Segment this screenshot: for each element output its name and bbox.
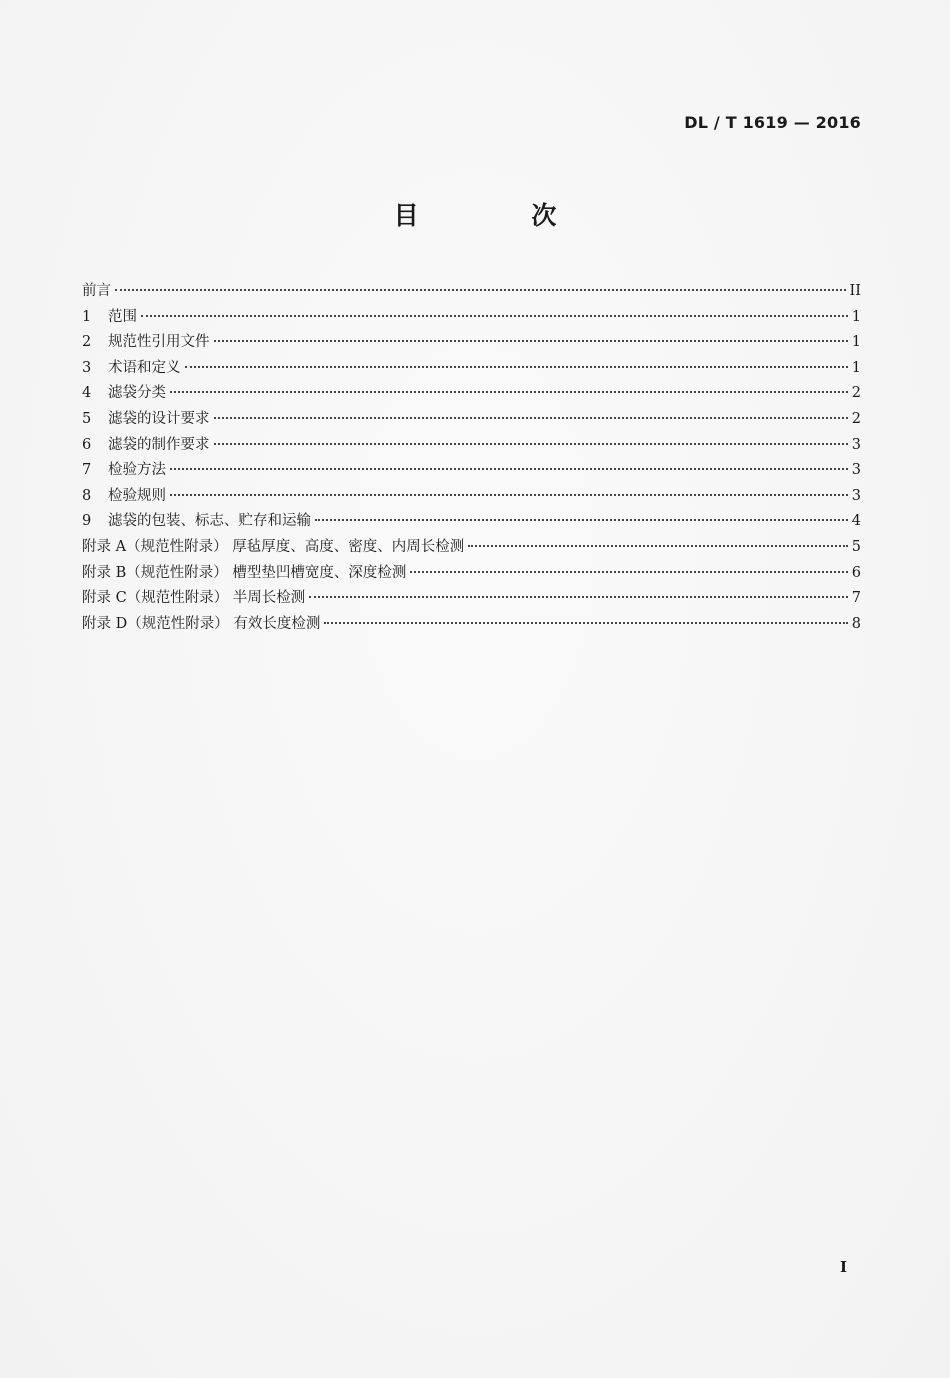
toc-entry-label: 检验规则 xyxy=(108,487,166,504)
toc-entry-page: 6 xyxy=(851,564,861,581)
toc-entry-label: 术语和定义 xyxy=(108,359,181,376)
toc-leader-dots xyxy=(170,468,848,470)
toc-entry-number: 5 xyxy=(82,410,92,427)
toc-entry-6[interactable] xyxy=(82,433,861,459)
toc-leader-dots xyxy=(324,622,847,624)
toc-entry-label: 前言 xyxy=(82,283,111,299)
toc-entry-page: 1 xyxy=(851,334,861,351)
toc-entry-number: 6 xyxy=(82,436,92,453)
toc-entry-page: 5 xyxy=(851,538,861,555)
toc-leader-dots xyxy=(170,391,848,393)
document-code: DL / T 1619 — 2016 xyxy=(684,113,861,132)
toc-entry-label: 附录 C（规范性附录） 半周长检测 xyxy=(82,590,306,607)
toc-entry-3[interactable] xyxy=(82,356,861,382)
toc-entry-preface[interactable] xyxy=(82,279,861,305)
toc-entry-appendix-c[interactable] xyxy=(82,586,861,612)
toc-entry-4[interactable] xyxy=(82,381,861,407)
table-of-contents xyxy=(82,279,861,637)
toc-entry-page: 4 xyxy=(851,513,861,530)
toc-entry-page: 1 xyxy=(851,308,861,325)
toc-leader-dots xyxy=(309,596,847,598)
toc-entry-label: 滤袋的制作要求 xyxy=(108,436,210,453)
toc-entry-number: 9 xyxy=(82,513,92,530)
page-number: I xyxy=(839,1258,847,1276)
toc-entry-label: 附录 A（规范性附录） 厚毡厚度、高度、密度、内周长检测 xyxy=(82,538,465,555)
toc-entry-number: 2 xyxy=(82,334,92,351)
toc-entry-label: 附录 B（规范性附录） 槽型垫凹槽宽度、深度检测 xyxy=(82,564,407,581)
toc-entry-label: 规范性引用文件 xyxy=(108,334,210,351)
toc-leader-dots xyxy=(214,340,848,342)
toc-entry-5[interactable] xyxy=(82,407,861,433)
toc-leader-dots xyxy=(315,519,848,521)
toc-entry-number: 8 xyxy=(82,487,92,504)
toc-entry-label: 范围 xyxy=(108,308,137,325)
toc-entry-page: 1 xyxy=(851,359,861,376)
toc-entry-number: 3 xyxy=(82,359,92,376)
toc-entry-page: 2 xyxy=(851,410,861,427)
toc-leader-dots xyxy=(170,494,848,496)
toc-leader-dots xyxy=(141,315,848,317)
toc-entry-number: 1 xyxy=(82,308,92,325)
toc-entry-1[interactable] xyxy=(82,305,861,331)
toc-leader-dots xyxy=(410,571,847,573)
toc-title: 目 次 xyxy=(393,201,609,230)
toc-leader-dots xyxy=(185,366,848,368)
toc-entry-page: II xyxy=(849,283,861,299)
toc-entry-appendix-d[interactable] xyxy=(82,612,861,638)
toc-entry-page: 7 xyxy=(851,590,861,607)
toc-entry-8[interactable] xyxy=(82,484,861,510)
toc-entry-number: 7 xyxy=(82,462,92,479)
toc-entry-label: 附录 D（规范性附录） 有效长度检测 xyxy=(82,615,321,632)
toc-entry-label: 滤袋的包装、标志、贮存和运输 xyxy=(108,513,311,530)
toc-leader-dots xyxy=(115,289,846,291)
toc-entry-page: 3 xyxy=(851,462,861,479)
toc-entry-page: 8 xyxy=(851,615,861,632)
toc-entry-label: 滤袋分类 xyxy=(108,385,166,402)
toc-entry-9[interactable] xyxy=(82,509,861,535)
toc-entry-page: 2 xyxy=(851,385,861,402)
toc-entry-2[interactable] xyxy=(82,330,861,356)
toc-entry-label: 检验方法 xyxy=(108,462,166,479)
toc-leader-dots xyxy=(468,545,848,547)
toc-entry-number: 4 xyxy=(82,385,92,402)
toc-entry-page: 3 xyxy=(851,436,861,453)
toc-entry-7[interactable] xyxy=(82,458,861,484)
toc-entry-page: 3 xyxy=(851,487,861,504)
toc-entry-appendix-a[interactable] xyxy=(82,535,861,561)
toc-entry-appendix-b[interactable] xyxy=(82,561,861,587)
toc-leader-dots xyxy=(214,443,848,445)
toc-leader-dots xyxy=(214,417,848,419)
toc-entry-label: 滤袋的设计要求 xyxy=(108,410,210,427)
